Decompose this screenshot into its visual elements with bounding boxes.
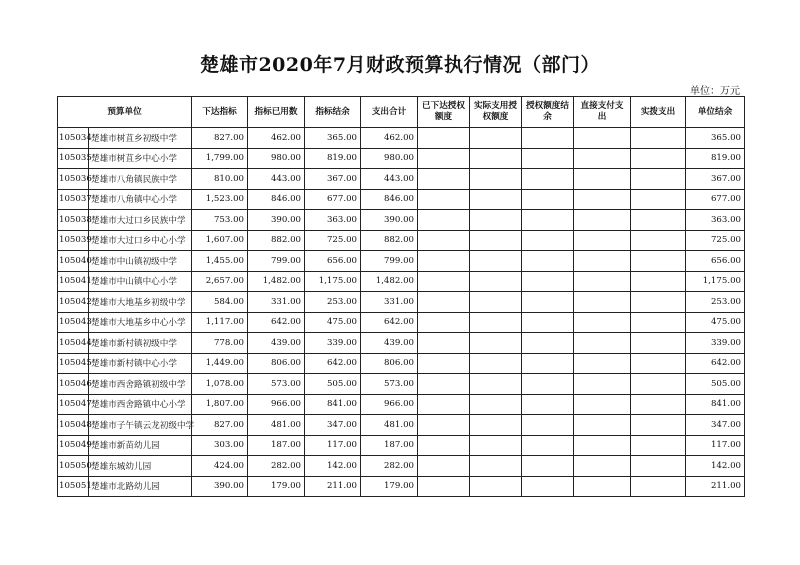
unit-code-cell: 105037 [58, 189, 89, 210]
issued-cell: 303.00 [192, 435, 248, 456]
used-cell: 179.00 [248, 476, 305, 497]
table-row [58, 271, 745, 292]
direct-payment-cell [574, 415, 631, 436]
authorized-cell [418, 128, 470, 149]
direct-payment-cell [574, 210, 631, 231]
authorized-cell [418, 353, 470, 374]
total-cell: 573.00 [361, 374, 418, 395]
actual-authorized-cell [470, 210, 522, 231]
actual-allocation-cell [631, 394, 686, 415]
unit-balance-cell: 725.00 [686, 230, 745, 251]
direct-payment-cell [574, 435, 631, 456]
authorized-cell [418, 394, 470, 415]
unit-code-cell: 105042 [58, 292, 89, 313]
unit-code-cell: 105050 [58, 456, 89, 477]
total-cell: 846.00 [361, 189, 418, 210]
actual-authorized-cell [470, 333, 522, 354]
direct-payment-cell [574, 189, 631, 210]
total-cell: 462.00 [361, 128, 418, 149]
unit-code-cell: 105047 [58, 394, 89, 415]
table-row [58, 169, 745, 190]
authorized-balance-cell [522, 148, 574, 169]
used-cell: 806.00 [248, 353, 305, 374]
authorized-cell [418, 292, 470, 313]
issued-cell: 1,449.00 [192, 353, 248, 374]
authorized-balance-cell [522, 312, 574, 333]
balance-cell: 117.00 [305, 435, 361, 456]
total-cell: 443.00 [361, 169, 418, 190]
authorized-balance-cell [522, 394, 574, 415]
unit-balance-cell: 117.00 [686, 435, 745, 456]
balance-cell: 642.00 [305, 353, 361, 374]
unit-name-cell: 楚雄市大地基乡初级中学 [89, 292, 192, 313]
actual-authorized-cell [470, 312, 522, 333]
unit-name-cell: 楚雄市大过口乡民族中学 [89, 210, 192, 231]
unit-code-cell: 105034 [58, 128, 89, 149]
total-cell: 390.00 [361, 210, 418, 231]
issued-cell: 778.00 [192, 333, 248, 354]
col-header: 实际支用授权额度 [470, 97, 522, 128]
actual-authorized-cell [470, 435, 522, 456]
balance-cell: 365.00 [305, 128, 361, 149]
actual-allocation-cell [631, 128, 686, 149]
unit-balance-cell: 367.00 [686, 169, 745, 190]
unit-balance-cell: 347.00 [686, 415, 745, 436]
unit-code-cell: 105048 [58, 415, 89, 436]
actual-allocation-cell [631, 456, 686, 477]
unit-name-cell: 楚雄市新苗幼儿园 [89, 435, 192, 456]
unit-name-cell: 楚雄市中山镇初级中学 [89, 251, 192, 272]
issued-cell: 1,807.00 [192, 394, 248, 415]
issued-cell: 810.00 [192, 169, 248, 190]
col-header: 预算单位 [58, 97, 192, 128]
unit-code-cell: 105043 [58, 312, 89, 333]
direct-payment-cell [574, 251, 631, 272]
col-header: 实拨支出 [631, 97, 686, 128]
authorized-cell [418, 415, 470, 436]
balance-cell: 339.00 [305, 333, 361, 354]
actual-authorized-cell [470, 456, 522, 477]
authorized-cell [418, 476, 470, 497]
total-cell: 882.00 [361, 230, 418, 251]
actual-allocation-cell [631, 271, 686, 292]
unit-code-cell: 105041 [58, 271, 89, 292]
authorized-cell [418, 374, 470, 395]
unit-balance-cell: 365.00 [686, 128, 745, 149]
issued-cell: 424.00 [192, 456, 248, 477]
authorized-cell [418, 312, 470, 333]
table-row [58, 292, 745, 313]
authorized-cell [418, 169, 470, 190]
actual-allocation-cell [631, 292, 686, 313]
used-cell: 187.00 [248, 435, 305, 456]
balance-cell: 841.00 [305, 394, 361, 415]
table-row [58, 210, 745, 231]
direct-payment-cell [574, 394, 631, 415]
table-row [58, 374, 745, 395]
total-cell: 331.00 [361, 292, 418, 313]
authorized-balance-cell [522, 333, 574, 354]
direct-payment-cell [574, 148, 631, 169]
balance-cell: 367.00 [305, 169, 361, 190]
unit-name-cell: 楚雄市中山镇中心小学 [89, 271, 192, 292]
used-cell: 443.00 [248, 169, 305, 190]
balance-cell: 363.00 [305, 210, 361, 231]
unit-name-cell: 楚雄市八角镇中心小学 [89, 189, 192, 210]
budget-table [57, 96, 745, 497]
actual-allocation-cell [631, 312, 686, 333]
issued-cell: 390.00 [192, 476, 248, 497]
table-row [58, 333, 745, 354]
authorized-cell [418, 189, 470, 210]
balance-cell: 211.00 [305, 476, 361, 497]
issued-cell: 1,078.00 [192, 374, 248, 395]
total-cell: 439.00 [361, 333, 418, 354]
unit-code-cell: 105040 [58, 251, 89, 272]
unit-balance-cell: 819.00 [686, 148, 745, 169]
actual-allocation-cell [631, 476, 686, 497]
used-cell: 439.00 [248, 333, 305, 354]
issued-cell: 827.00 [192, 128, 248, 149]
authorized-cell [418, 148, 470, 169]
issued-cell: 1,523.00 [192, 189, 248, 210]
unit-balance-cell: 363.00 [686, 210, 745, 231]
actual-authorized-cell [470, 394, 522, 415]
used-cell: 882.00 [248, 230, 305, 251]
unit-balance-cell: 1,175.00 [686, 271, 745, 292]
balance-cell: 1,175.00 [305, 271, 361, 292]
authorized-balance-cell [522, 271, 574, 292]
unit-balance-cell: 841.00 [686, 394, 745, 415]
actual-allocation-cell [631, 333, 686, 354]
balance-cell: 656.00 [305, 251, 361, 272]
total-cell: 806.00 [361, 353, 418, 374]
direct-payment-cell [574, 169, 631, 190]
authorized-balance-cell [522, 435, 574, 456]
actual-authorized-cell [470, 148, 522, 169]
unit-name-cell: 楚雄市八角镇民族中学 [89, 169, 192, 190]
table-row [58, 435, 745, 456]
col-header: 直接支付支出 [574, 97, 631, 128]
total-cell: 980.00 [361, 148, 418, 169]
direct-payment-cell [574, 374, 631, 395]
unit-name-cell: 楚雄市新村镇初级中学 [89, 333, 192, 354]
actual-authorized-cell [470, 271, 522, 292]
report-title: 楚雄市2020年7月财政预算执行情况（部门） [199, 54, 601, 76]
actual-allocation-cell [631, 189, 686, 210]
authorized-balance-cell [522, 415, 574, 436]
actual-authorized-cell [470, 230, 522, 251]
actual-authorized-cell [470, 415, 522, 436]
col-header: 下达指标 [192, 97, 248, 128]
unit-code-cell: 105038 [58, 210, 89, 231]
unit-name-cell: 楚雄市树苴乡中心小学 [89, 148, 192, 169]
unit-balance-cell: 677.00 [686, 189, 745, 210]
total-cell: 179.00 [361, 476, 418, 497]
actual-authorized-cell [470, 476, 522, 497]
direct-payment-cell [574, 292, 631, 313]
actual-allocation-cell [631, 210, 686, 231]
authorized-cell [418, 333, 470, 354]
authorized-cell [418, 210, 470, 231]
unit-balance-cell: 656.00 [686, 251, 745, 272]
issued-cell: 2,657.00 [192, 271, 248, 292]
actual-allocation-cell [631, 169, 686, 190]
authorized-balance-cell [522, 456, 574, 477]
used-cell: 462.00 [248, 128, 305, 149]
table-row [58, 394, 745, 415]
unit-name-cell: 楚雄市大过口乡中心小学 [89, 230, 192, 251]
table-row [58, 476, 745, 497]
authorized-balance-cell [522, 230, 574, 251]
unit-name-cell: 楚雄市新村镇中心小学 [89, 353, 192, 374]
unit-balance-cell: 253.00 [686, 292, 745, 313]
table-row [58, 251, 745, 272]
balance-cell: 677.00 [305, 189, 361, 210]
total-cell: 642.00 [361, 312, 418, 333]
table-header-row [58, 97, 745, 128]
table-row [58, 353, 745, 374]
direct-payment-cell [574, 353, 631, 374]
direct-payment-cell [574, 312, 631, 333]
issued-cell: 1,799.00 [192, 148, 248, 169]
unit-code-cell: 105039 [58, 230, 89, 251]
actual-authorized-cell [470, 128, 522, 149]
issued-cell: 584.00 [192, 292, 248, 313]
authorized-balance-cell [522, 251, 574, 272]
authorized-cell [418, 456, 470, 477]
actual-allocation-cell [631, 148, 686, 169]
balance-cell: 725.00 [305, 230, 361, 251]
used-cell: 331.00 [248, 292, 305, 313]
authorized-cell [418, 230, 470, 251]
col-header: 支出合计 [361, 97, 418, 128]
col-header: 单位结余 [686, 97, 745, 128]
direct-payment-cell [574, 456, 631, 477]
authorized-balance-cell [522, 292, 574, 313]
used-cell: 481.00 [248, 415, 305, 436]
unit-name-cell: 楚雄市子午镇云龙初级中学 [89, 415, 192, 436]
issued-cell: 1,117.00 [192, 312, 248, 333]
authorized-balance-cell [522, 353, 574, 374]
used-cell: 390.00 [248, 210, 305, 231]
unit-name-cell: 楚雄市大地基乡中心小学 [89, 312, 192, 333]
issued-cell: 753.00 [192, 210, 248, 231]
unit-balance-cell: 339.00 [686, 333, 745, 354]
authorized-balance-cell [522, 189, 574, 210]
authorized-balance-cell [522, 374, 574, 395]
authorized-balance-cell [522, 476, 574, 497]
col-header: 指标已用数 [248, 97, 305, 128]
actual-allocation-cell [631, 251, 686, 272]
used-cell: 573.00 [248, 374, 305, 395]
actual-authorized-cell [470, 292, 522, 313]
col-header: 已下达授权额度 [418, 97, 470, 128]
authorized-balance-cell [522, 210, 574, 231]
table-row [58, 456, 745, 477]
unit-name-cell: 楚雄市北路幼儿园 [89, 476, 192, 497]
authorized-balance-cell [522, 169, 574, 190]
direct-payment-cell [574, 476, 631, 497]
actual-authorized-cell [470, 251, 522, 272]
used-cell: 846.00 [248, 189, 305, 210]
actual-allocation-cell [631, 230, 686, 251]
table-row [58, 230, 745, 251]
unit-name-cell: 楚雄东城幼儿园 [89, 456, 192, 477]
balance-cell: 819.00 [305, 148, 361, 169]
unit-balance-cell: 505.00 [686, 374, 745, 395]
direct-payment-cell [574, 128, 631, 149]
used-cell: 642.00 [248, 312, 305, 333]
unit-code-cell: 105036 [58, 169, 89, 190]
table-row [58, 128, 745, 149]
balance-cell: 142.00 [305, 456, 361, 477]
balance-cell: 347.00 [305, 415, 361, 436]
unit-code-cell: 105049 [58, 435, 89, 456]
actual-authorized-cell [470, 189, 522, 210]
used-cell: 966.00 [248, 394, 305, 415]
table-row [58, 312, 745, 333]
direct-payment-cell [574, 230, 631, 251]
unit-balance-cell: 475.00 [686, 312, 745, 333]
authorized-cell [418, 271, 470, 292]
balance-cell: 253.00 [305, 292, 361, 313]
direct-payment-cell [574, 271, 631, 292]
direct-payment-cell [574, 333, 631, 354]
actual-allocation-cell [631, 435, 686, 456]
total-cell: 966.00 [361, 394, 418, 415]
actual-authorized-cell [470, 169, 522, 190]
unit-code-cell: 105035 [58, 148, 89, 169]
total-cell: 481.00 [361, 415, 418, 436]
total-cell: 282.00 [361, 456, 418, 477]
unit-balance-cell: 211.00 [686, 476, 745, 497]
unit-name-cell: 楚雄市西舍路镇初级中学 [89, 374, 192, 395]
unit-balance-cell: 142.00 [686, 456, 745, 477]
table-row [58, 189, 745, 210]
col-header: 授权额度结余 [522, 97, 574, 128]
unit-name-cell: 楚雄市树苴乡初级中学 [89, 128, 192, 149]
col-header: 指标结余 [305, 97, 361, 128]
actual-allocation-cell [631, 415, 686, 436]
unit-label: 单位：万元 [690, 86, 740, 97]
actual-authorized-cell [470, 374, 522, 395]
balance-cell: 505.00 [305, 374, 361, 395]
balance-cell: 475.00 [305, 312, 361, 333]
unit-code-cell: 105044 [58, 333, 89, 354]
total-cell: 1,482.00 [361, 271, 418, 292]
total-cell: 799.00 [361, 251, 418, 272]
issued-cell: 827.00 [192, 415, 248, 436]
authorized-balance-cell [522, 128, 574, 149]
authorized-cell [418, 251, 470, 272]
unit-code-cell: 105045 [58, 353, 89, 374]
table-row [58, 148, 745, 169]
issued-cell: 1,607.00 [192, 230, 248, 251]
total-cell: 187.00 [361, 435, 418, 456]
used-cell: 1,482.00 [248, 271, 305, 292]
unit-name-cell: 楚雄市西舍路镇中心小学 [89, 394, 192, 415]
used-cell: 980.00 [248, 148, 305, 169]
actual-authorized-cell [470, 353, 522, 374]
table-row [58, 415, 745, 436]
unit-code-cell: 105046 [58, 374, 89, 395]
actual-allocation-cell [631, 353, 686, 374]
authorized-cell [418, 435, 470, 456]
unit-code-cell: 105051 [58, 476, 89, 497]
unit-balance-cell: 642.00 [686, 353, 745, 374]
used-cell: 282.00 [248, 456, 305, 477]
issued-cell: 1,455.00 [192, 251, 248, 272]
used-cell: 799.00 [248, 251, 305, 272]
actual-allocation-cell [631, 374, 686, 395]
